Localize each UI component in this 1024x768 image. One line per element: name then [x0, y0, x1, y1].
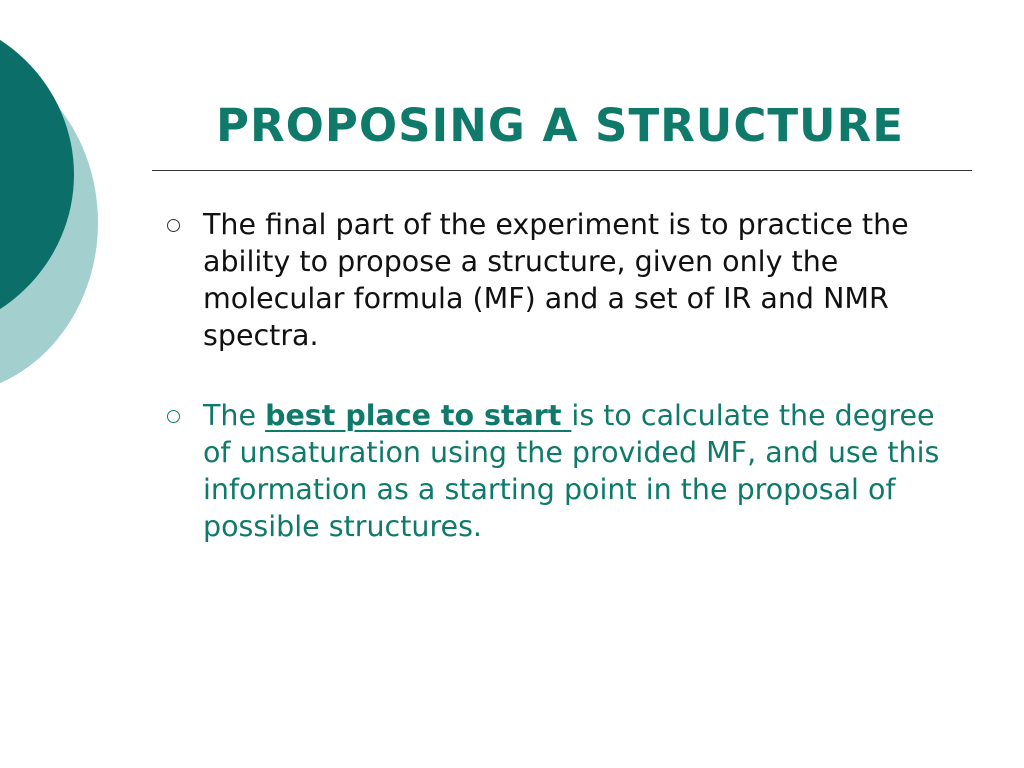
bullet-emphasis: best place to start: [265, 399, 572, 432]
bullet-text-suffix: is to calculate the degree of unsaturation using the provided MF, and use this information as a starting point in the proposal of possible structures.: [203, 399, 940, 543]
bullet-item: [160, 206, 960, 354]
bullet-text: The final part of the experiment is to practice the ability to propose a structure, given only the molecular formula (MF) and a set of IR and NMR spectra.: [203, 208, 909, 352]
hollow-circle-bullet-icon: [167, 219, 180, 232]
hollow-circle-bullet-icon: [167, 410, 180, 423]
slide-title: PROPOSING A STRUCTURE: [216, 99, 904, 152]
bullet-item: [160, 397, 960, 545]
bullet-list: [160, 206, 960, 545]
bullet-text-prefix: The: [203, 399, 266, 432]
title-divider: [152, 170, 972, 171]
